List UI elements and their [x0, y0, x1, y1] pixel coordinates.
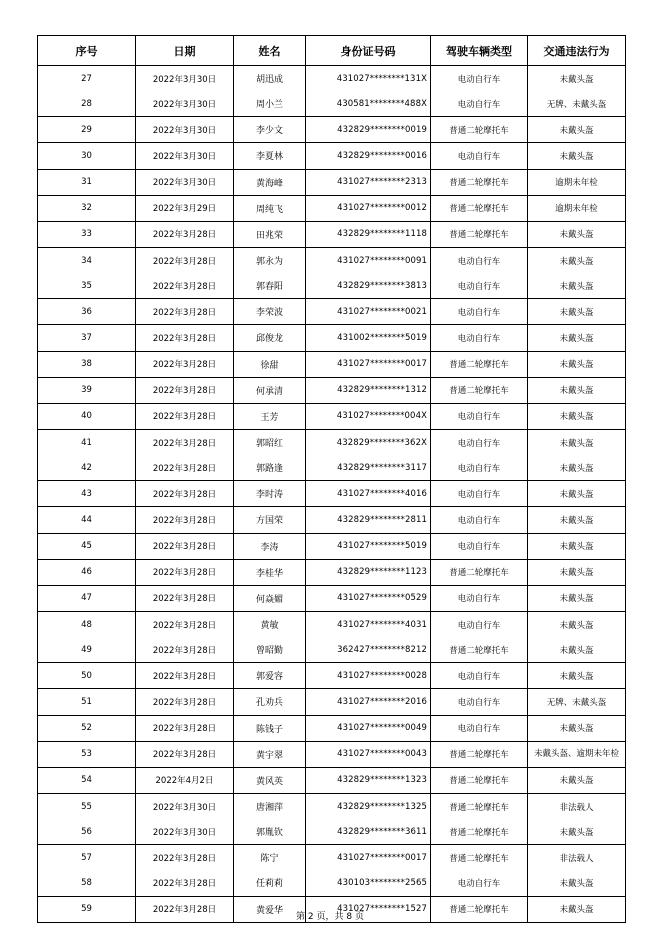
- cell-id: 432829********1312: [306, 377, 431, 403]
- cell-id: 431027********0012: [306, 195, 431, 221]
- cell-date: 2022年3月28日: [136, 403, 234, 429]
- cell-date: 2022年3月30日: [136, 143, 234, 169]
- cell-id: 431027********0017: [306, 351, 431, 377]
- table-row: [38, 663, 626, 689]
- cell-date: 2022年3月28日: [136, 481, 234, 507]
- cell-id: 431027********0091: [306, 247, 431, 273]
- cell-seq: 55: [38, 793, 136, 819]
- cell-vehicle: 普通二轮摩托车: [431, 169, 528, 195]
- cell-seq: 30: [38, 143, 136, 169]
- table-row: [38, 247, 626, 273]
- table-row: [38, 195, 626, 221]
- cell-seq: 32: [38, 195, 136, 221]
- cell-violation: 逾期未年检: [528, 169, 626, 195]
- cell-id: 431027********4031: [306, 611, 431, 637]
- cell-id: 432829********3611: [306, 819, 431, 845]
- table-row: [38, 299, 626, 325]
- cell-vehicle: 电动自行车: [431, 715, 528, 741]
- cell-name: 郭胤钦: [234, 819, 306, 845]
- cell-violation: 未戴头盔: [528, 611, 626, 637]
- cell-violation: 未戴头盔: [528, 273, 626, 299]
- cell-name: 王芳: [234, 403, 306, 429]
- cell-id: 431027********004X: [306, 403, 431, 429]
- cell-id: 431027********0017: [306, 845, 431, 871]
- cell-seq: 34: [38, 247, 136, 273]
- cell-date: 2022年4月2日: [136, 767, 234, 793]
- cell-seq: 59: [38, 896, 136, 922]
- cell-name: 郭春阳: [234, 273, 306, 299]
- cell-vehicle: 电动自行车: [431, 481, 528, 507]
- cell-seq: 33: [38, 221, 136, 247]
- header-vehicle: 驾驶车辆类型: [431, 36, 528, 66]
- cell-violation: 未戴头盔: [528, 507, 626, 533]
- table-row: [38, 377, 626, 403]
- cell-date: 2022年3月28日: [136, 325, 234, 351]
- cell-date: 2022年3月30日: [136, 793, 234, 819]
- cell-date: 2022年3月28日: [136, 896, 234, 922]
- table-row: [38, 507, 626, 533]
- table-row: [38, 91, 626, 117]
- cell-name: 黄海峰: [234, 169, 306, 195]
- cell-date: 2022年3月28日: [136, 715, 234, 741]
- cell-violation: 未戴头盔: [528, 637, 626, 663]
- cell-name: 李夏林: [234, 143, 306, 169]
- cell-violation: 未戴头盔: [528, 351, 626, 377]
- cell-vehicle: 电动自行车: [431, 585, 528, 611]
- cell-vehicle: 电动自行车: [431, 507, 528, 533]
- cell-date: 2022年3月28日: [136, 845, 234, 871]
- cell-id: 432829********0019: [306, 117, 431, 143]
- cell-name: 邱俊龙: [234, 325, 306, 351]
- cell-name: 曾昭勤: [234, 637, 306, 663]
- cell-name: 郭昭红: [234, 429, 306, 455]
- cell-vehicle: 电动自行车: [431, 143, 528, 169]
- violation-table: [37, 35, 626, 923]
- cell-seq: 57: [38, 845, 136, 871]
- cell-date: 2022年3月28日: [136, 637, 234, 663]
- cell-vehicle: 普通二轮摩托车: [431, 559, 528, 585]
- header-id: 身份证号码: [306, 36, 431, 66]
- cell-name: 李荣波: [234, 299, 306, 325]
- cell-violation: 未戴头盔: [528, 585, 626, 611]
- cell-vehicle: 普通二轮摩托车: [431, 195, 528, 221]
- cell-id: 431027********2016: [306, 689, 431, 715]
- cell-seq: 49: [38, 637, 136, 663]
- cell-seq: 39: [38, 377, 136, 403]
- cell-name: 徐甜: [234, 351, 306, 377]
- cell-vehicle: 普通二轮摩托车: [431, 819, 528, 845]
- cell-id: 432829********1323: [306, 767, 431, 793]
- table-row: [38, 429, 626, 455]
- cell-name: 何焱媚: [234, 585, 306, 611]
- cell-name: 方国荣: [234, 507, 306, 533]
- cell-name: 陈钱子: [234, 715, 306, 741]
- cell-vehicle: 普通二轮摩托车: [431, 896, 528, 922]
- cell-name: 何承清: [234, 377, 306, 403]
- cell-id: 431027********2313: [306, 169, 431, 195]
- cell-violation: 未戴头盔: [528, 663, 626, 689]
- cell-seq: 42: [38, 455, 136, 481]
- cell-id: 432829********1123: [306, 559, 431, 585]
- header-seq: 序号: [38, 36, 136, 66]
- cell-violation: 未戴头盔: [528, 819, 626, 845]
- cell-violation: 未戴头盔: [528, 481, 626, 507]
- cell-date: 2022年3月28日: [136, 533, 234, 559]
- cell-name: 郭永为: [234, 247, 306, 273]
- cell-name: 郭爱容: [234, 663, 306, 689]
- cell-id: 430103********2565: [306, 870, 431, 896]
- table-row: [38, 611, 626, 637]
- cell-vehicle: 电动自行车: [431, 429, 528, 455]
- table-row: [38, 585, 626, 611]
- cell-seq: 29: [38, 117, 136, 143]
- cell-violation: 未戴头盔: [528, 299, 626, 325]
- table-row: [38, 533, 626, 559]
- cell-date: 2022年3月28日: [136, 273, 234, 299]
- cell-vehicle: 普通二轮摩托车: [431, 741, 528, 767]
- cell-violation: 逾期未年检: [528, 195, 626, 221]
- cell-name: 李桂华: [234, 559, 306, 585]
- cell-vehicle: 电动自行车: [431, 403, 528, 429]
- document-page: [37, 35, 625, 916]
- cell-violation: 无牌、未戴头盔: [528, 91, 626, 117]
- cell-violation: 未戴头盔、逾期未年检: [528, 741, 626, 767]
- page-footer: 第 2 页，共 8 页: [296, 912, 364, 922]
- cell-date: 2022年3月28日: [136, 429, 234, 455]
- cell-seq: 37: [38, 325, 136, 351]
- cell-name: 李时涛: [234, 481, 306, 507]
- cell-seq: 45: [38, 533, 136, 559]
- cell-name: 陈宁: [234, 845, 306, 871]
- table-row: [38, 689, 626, 715]
- table-row: [38, 403, 626, 429]
- cell-violation: 非法载人: [528, 845, 626, 871]
- cell-seq: 35: [38, 273, 136, 299]
- cell-name: 胡迅成: [234, 66, 306, 92]
- cell-id: 430581********488X: [306, 91, 431, 117]
- cell-seq: 44: [38, 507, 136, 533]
- cell-seq: 27: [38, 66, 136, 92]
- cell-vehicle: 电动自行车: [431, 91, 528, 117]
- cell-id: 432829********2811: [306, 507, 431, 533]
- cell-seq: 50: [38, 663, 136, 689]
- header-date: 日期: [136, 36, 234, 66]
- cell-date: 2022年3月28日: [136, 507, 234, 533]
- cell-name: 黄敏: [234, 611, 306, 637]
- cell-date: 2022年3月28日: [136, 663, 234, 689]
- cell-seq: 58: [38, 870, 136, 896]
- cell-seq: 40: [38, 403, 136, 429]
- cell-name: 周纯飞: [234, 195, 306, 221]
- cell-name: 周小兰: [234, 91, 306, 117]
- cell-date: 2022年3月28日: [136, 611, 234, 637]
- cell-date: 2022年3月28日: [136, 870, 234, 896]
- cell-id: 431027********0028: [306, 663, 431, 689]
- cell-name: 田兆荣: [234, 221, 306, 247]
- table-row: [38, 870, 626, 896]
- cell-id: 432829********362X: [306, 429, 431, 455]
- cell-seq: 41: [38, 429, 136, 455]
- cell-seq: 28: [38, 91, 136, 117]
- cell-date: 2022年3月28日: [136, 377, 234, 403]
- table-row: [38, 325, 626, 351]
- cell-vehicle: 普通二轮摩托车: [431, 845, 528, 871]
- cell-violation: 未戴头盔: [528, 143, 626, 169]
- cell-seq: 43: [38, 481, 136, 507]
- cell-violation: 未戴头盔: [528, 715, 626, 741]
- cell-violation: 未戴头盔: [528, 221, 626, 247]
- table-row: [38, 351, 626, 377]
- cell-date: 2022年3月28日: [136, 585, 234, 611]
- cell-date: 2022年3月28日: [136, 221, 234, 247]
- cell-name: 李涛: [234, 533, 306, 559]
- cell-vehicle: 普通二轮摩托车: [431, 793, 528, 819]
- cell-seq: 51: [38, 689, 136, 715]
- cell-violation: 未戴头盔: [528, 870, 626, 896]
- cell-seq: 31: [38, 169, 136, 195]
- cell-id: 431027********0043: [306, 741, 431, 767]
- cell-id: 431027********131X: [306, 66, 431, 92]
- table-row: [38, 221, 626, 247]
- cell-id: 431027********0529: [306, 585, 431, 611]
- cell-seq: 56: [38, 819, 136, 845]
- cell-id: 431027********5019: [306, 533, 431, 559]
- table-row: [38, 481, 626, 507]
- header-name: 姓名: [234, 36, 306, 66]
- cell-id: 431027********0021: [306, 299, 431, 325]
- cell-vehicle: 电动自行车: [431, 663, 528, 689]
- cell-date: 2022年3月28日: [136, 247, 234, 273]
- table-row: [38, 845, 626, 871]
- cell-violation: 未戴头盔: [528, 117, 626, 143]
- cell-vehicle: 普通二轮摩托车: [431, 637, 528, 663]
- cell-violation: 未戴头盔: [528, 66, 626, 92]
- table-row: [38, 143, 626, 169]
- cell-seq: 54: [38, 767, 136, 793]
- cell-vehicle: 电动自行车: [431, 611, 528, 637]
- cell-vehicle: 普通二轮摩托车: [431, 351, 528, 377]
- table-row: [38, 819, 626, 845]
- table-row: [38, 637, 626, 663]
- cell-violation: 未戴头盔: [528, 455, 626, 481]
- cell-vehicle: 电动自行车: [431, 273, 528, 299]
- cell-id: 432829********3813: [306, 273, 431, 299]
- cell-id: 432829********1118: [306, 221, 431, 247]
- cell-violation: 未戴头盔: [528, 896, 626, 922]
- cell-id: 431027********1527: [306, 896, 431, 922]
- cell-name: 唐湘萍: [234, 793, 306, 819]
- cell-violation: 非法载人: [528, 793, 626, 819]
- cell-id: 431027********0049: [306, 715, 431, 741]
- table-row: [38, 767, 626, 793]
- cell-name: 郭路逢: [234, 455, 306, 481]
- cell-vehicle: 电动自行车: [431, 455, 528, 481]
- cell-name: 李少文: [234, 117, 306, 143]
- cell-violation: 未戴头盔: [528, 429, 626, 455]
- cell-name: 黄爱华: [234, 896, 306, 922]
- cell-violation: 未戴头盔: [528, 403, 626, 429]
- cell-vehicle: 电动自行车: [431, 247, 528, 273]
- cell-seq: 47: [38, 585, 136, 611]
- table-row: [38, 273, 626, 299]
- cell-seq: 38: [38, 351, 136, 377]
- cell-date: 2022年3月30日: [136, 91, 234, 117]
- cell-id: 431002********5019: [306, 325, 431, 351]
- cell-violation: 未戴头盔: [528, 377, 626, 403]
- table-row: [38, 793, 626, 819]
- cell-vehicle: 电动自行车: [431, 299, 528, 325]
- cell-id: 432829********3117: [306, 455, 431, 481]
- cell-name: 孔劝兵: [234, 689, 306, 715]
- header-violation: 交通违法行为: [528, 36, 626, 66]
- table-header-row: [38, 36, 626, 66]
- cell-vehicle: 电动自行车: [431, 870, 528, 896]
- cell-vehicle: 普通二轮摩托车: [431, 117, 528, 143]
- table-row: [38, 169, 626, 195]
- cell-date: 2022年3月28日: [136, 299, 234, 325]
- cell-name: 黄风英: [234, 767, 306, 793]
- table-row: [38, 455, 626, 481]
- cell-vehicle: 普通二轮摩托车: [431, 377, 528, 403]
- cell-date: 2022年3月28日: [136, 741, 234, 767]
- cell-id: 431027********4016: [306, 481, 431, 507]
- table-row: [38, 559, 626, 585]
- cell-seq: 46: [38, 559, 136, 585]
- cell-vehicle: 普通二轮摩托车: [431, 767, 528, 793]
- cell-seq: 48: [38, 611, 136, 637]
- cell-seq: 52: [38, 715, 136, 741]
- table-row: [38, 66, 626, 92]
- table-row: [38, 715, 626, 741]
- cell-id: 362427********8212: [306, 637, 431, 663]
- cell-violation: 未戴头盔: [528, 247, 626, 273]
- cell-name: 黄宇翠: [234, 741, 306, 767]
- cell-vehicle: 电动自行车: [431, 533, 528, 559]
- cell-id: 432829********0016: [306, 143, 431, 169]
- cell-name: 任莉莉: [234, 870, 306, 896]
- cell-date: 2022年3月30日: [136, 117, 234, 143]
- table-row: [38, 741, 626, 767]
- cell-violation: 未戴头盔: [528, 559, 626, 585]
- cell-seq: 36: [38, 299, 136, 325]
- cell-violation: 未戴头盔: [528, 325, 626, 351]
- cell-date: 2022年3月28日: [136, 559, 234, 585]
- cell-id: 432829********1325: [306, 793, 431, 819]
- cell-date: 2022年3月28日: [136, 351, 234, 377]
- cell-date: 2022年3月30日: [136, 169, 234, 195]
- cell-date: 2022年3月30日: [136, 66, 234, 92]
- cell-vehicle: 普通二轮摩托车: [431, 221, 528, 247]
- cell-vehicle: 电动自行车: [431, 66, 528, 92]
- cell-date: 2022年3月28日: [136, 689, 234, 715]
- cell-vehicle: 电动自行车: [431, 325, 528, 351]
- cell-violation: 无牌、未戴头盔: [528, 689, 626, 715]
- cell-vehicle: 电动自行车: [431, 689, 528, 715]
- cell-date: 2022年3月30日: [136, 819, 234, 845]
- cell-violation: 未戴头盔: [528, 767, 626, 793]
- cell-date: 2022年3月28日: [136, 455, 234, 481]
- cell-violation: 未戴头盔: [528, 533, 626, 559]
- table-row: [38, 117, 626, 143]
- cell-date: 2022年3月29日: [136, 195, 234, 221]
- cell-seq: 53: [38, 741, 136, 767]
